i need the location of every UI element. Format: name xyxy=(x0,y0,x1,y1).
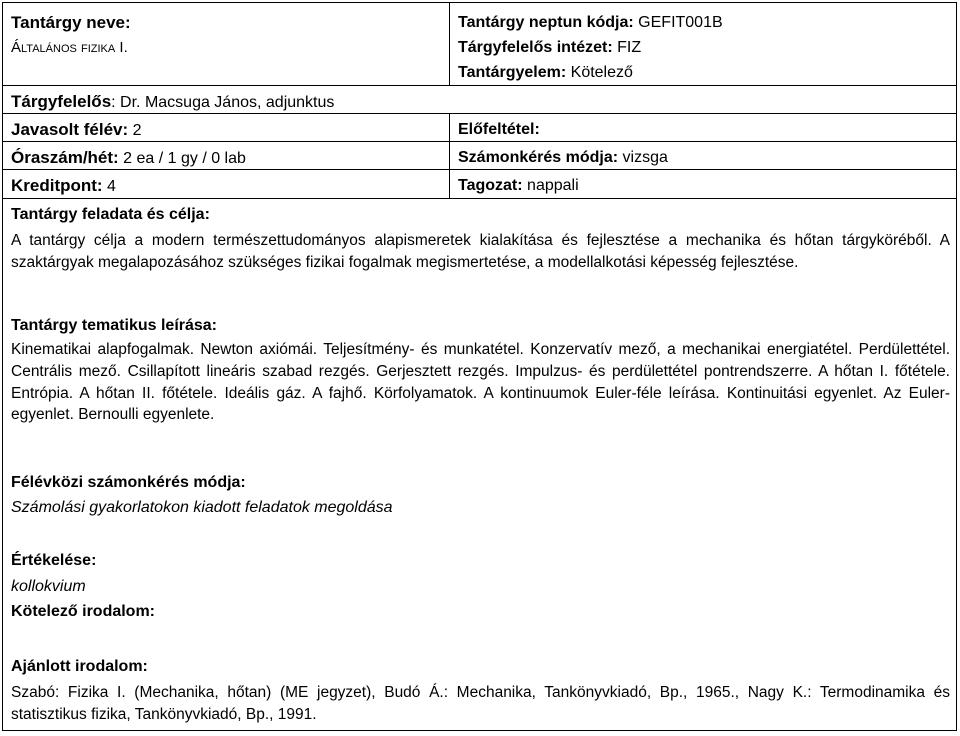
division-field: Tagozat: nappali xyxy=(458,177,579,194)
course-name-value: Általános fizika I. xyxy=(11,39,128,56)
prerequisite-field: Előfeltétel: xyxy=(458,121,540,138)
credit-field: Kreditpont: 4 xyxy=(11,176,116,195)
row-divider xyxy=(3,113,956,114)
recommended-literature-text: Szabó: Fizika I. (Mechanika, hőtan) (ME jegyzet), Budó Á.: Mechanika, Tankönyvkiadó, Bp., 1965., Nagy K.: Termodinamika és statisztikus fizika, Tankönyvkiadó, Bp., 1991. xyxy=(11,684,950,723)
semester-field: Javasolt félév: 2 xyxy=(11,120,142,139)
course-type-field: Tantárgyelem: Kötelező xyxy=(458,64,633,81)
topics-heading: Tantárgy tematikus leírása: xyxy=(11,317,218,334)
responsible-field: Tárgyfelelős: Dr. Macsuga János, adjunktus xyxy=(11,92,335,111)
midterm-text: Számolási gyakorlatokon kiadott feladatok megoldása xyxy=(11,499,393,516)
course-name-label: Tantárgy neve: xyxy=(11,13,131,32)
topics-text: Kinematikai alapfogalmak. Newton axiómái. Teljesítmény- és munkatétel. Konzervatív mező, a mechanikai energiatétel. Perdülettétel. Centrális mező. Csillapított lineáris szabad rezgés. Gerjesztett rezgés. Impulzus- és perdülettétel pontrendszerre. A hőtan I. főtétele. Entrópia. A hőtan II. főtétele. Ideális gáz. A fajhő. Körfolyamatok. A kontinuumok Euler-féle leírása. Kontinuitási egyenlet. Az Euler-egyenlet. Bernoulli egyenlete. xyxy=(11,341,950,424)
column-divider-top xyxy=(449,3,450,85)
row-divider xyxy=(3,198,956,199)
goal-text: A tantárgy célja a modern természettudományos alapismeretek kialakítása és fejlesztése a mechanika és hőtan tárgyköréből. A szaktárgyak megalapozásához szükséges fizikai fogalmak megismertetése, a modellalkotási képesség fejlesztése. xyxy=(11,232,950,271)
column-divider-middle xyxy=(449,113,450,198)
row-divider xyxy=(3,141,956,142)
exam-type-field: Számonkérés módja: vizsga xyxy=(458,149,668,166)
row-divider xyxy=(3,169,956,170)
row-divider xyxy=(3,85,956,86)
recommended-literature-heading: Ajánlott irodalom: xyxy=(11,658,148,675)
course-datasheet xyxy=(2,2,957,731)
institute-field: Tárgyfelelős intézet: FIZ xyxy=(458,39,642,56)
course-code-field: Tantárgy neptun kódja: GEFIT001B xyxy=(458,14,723,31)
goal-heading: Tantárgy feladata és célja: xyxy=(11,206,210,223)
evaluation-heading: Értékelése: xyxy=(11,552,97,569)
evaluation-text: kollokvium xyxy=(11,578,86,595)
hours-field: Óraszám/hét: 2 ea / 1 gy / 0 lab xyxy=(11,148,246,167)
required-literature-heading: Kötelező irodalom: xyxy=(11,603,156,620)
midterm-heading: Félévközi számonkérés módja: xyxy=(11,474,246,491)
